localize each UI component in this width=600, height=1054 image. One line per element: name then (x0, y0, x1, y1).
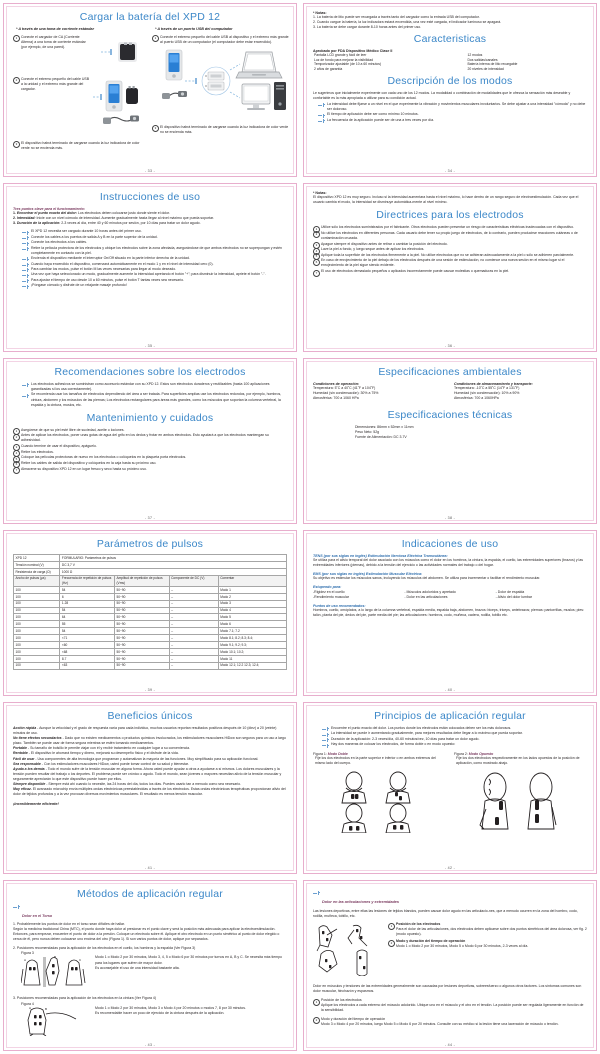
list-item: 3 Cuando termine de usar el dispositivo, apáguelo. (13, 444, 287, 449)
svg-text:A: A (24, 958, 27, 963)
list-item: 6 Retire los cables de salida del dispositivo y colóquelos en la caja hasta su próximo uso. (13, 461, 287, 466)
table-cell: Modo 9.1; 9.2; 9.3; (218, 641, 286, 648)
table-cell: 100 (14, 593, 60, 600)
feature-cell: Temporizador ajustable (de 10 a 60 minutos) (314, 62, 382, 67)
figure-3-neck-shoulder-back (21, 955, 87, 989)
arrow-bullet-icon (13, 905, 20, 909)
list-item: 1 Posición de los electrodos Aplique los electrodos a cada extremo del músculo adolorido. Ubique uno en el músculo y el otro en el tendón. La posición puede ser regulada ligeramente en función de la sensibilidad. (313, 998, 587, 1013)
folio: - 34 - (444, 169, 456, 173)
folio: - 42 - (444, 866, 456, 870)
table-cell: 50~90 (115, 586, 170, 593)
operating-conditions-label: Condiciones de operación: (313, 382, 360, 386)
table-cell: 50~90 (115, 600, 170, 607)
figure-1-text: Fije los dos electrodos en la parte superior e inferior o en ambos extremos del mismo lado del cuerpo. (315, 756, 436, 766)
table-cell: 100 (14, 614, 60, 621)
ems-text: Su objetivo es estimular los músculos sanos, incluyendo los músculos del abdomen. Se utiliza para incrementar o facilitar el rendimiento muscular. (313, 576, 541, 581)
list-item: La frecuencia de la aplicación puede ser de una a tres veces por día. (318, 118, 587, 123)
table-cell: XPD 12 (14, 555, 60, 562)
page-39 (0, 527, 300, 699)
list-item: Para ajustar el tiempo de uso desde 10 a 60 minutos, pulse el botón T tantas veces sea necesario. (22, 278, 287, 283)
page-36 (300, 180, 600, 355)
feature-cell: Pantalla LCD grande y fácil de leer (314, 53, 367, 58)
list-item: - Dolor de espalda (495, 589, 525, 594)
folio: - 39 - (144, 688, 156, 692)
pulse-parameters-table (13, 554, 287, 670)
table-cell: -- (169, 655, 218, 662)
table-row (14, 648, 287, 655)
table-cell: Modo 10.1; 10.2; (218, 648, 286, 655)
table-row (14, 655, 287, 662)
figure-2-caption: Figura 2: Modo Opuesto (454, 752, 494, 757)
table-cell: -- (169, 600, 218, 607)
table-cell: 1.28 (60, 600, 115, 607)
figure-3-label: Figura 3 (21, 951, 34, 956)
double-mode-figure (336, 771, 428, 833)
page-title: Beneficios únicos (107, 710, 193, 722)
table-cell: 100 (14, 635, 60, 642)
list-item: 3 Apague siempre el dispositivo antes de retirar o cambiar la posición del electrodo. (313, 242, 587, 247)
section-label: Dolor en las articulaciones y extremidades (322, 900, 400, 904)
usb-connection-illustration (156, 48, 292, 124)
feature-cell: Luz de fondo para mejorar la visibilidad (314, 57, 373, 62)
benefit-item: Portable - Su tamaño de bolsillo le permite viajar con él y recibir tratamiento en cualquier lugar a su conveniencia. (13, 746, 191, 751)
left-method-heading: * A través de una toma de corriente estándar (16, 27, 95, 31)
step-number-icon: 3 (13, 141, 20, 148)
page-42 (300, 699, 600, 877)
table-cell: 100 (14, 586, 60, 593)
folio: - 36 - (444, 344, 456, 348)
list-item: La intensidad debe fijarse a un nivel en el que experimente la vibración y movimientos musculares involuntarios. Se debe ajustar a una intensidad "cómoda" y no debe ser doloroso. (318, 102, 587, 112)
figure-2-text: Fije los dos electrodos respectivamente en los lados opuestos de la posición de aplicación, como mostrado abajo. (456, 756, 580, 766)
list-item: 5 Aplique toda la superficie de los electrodos firmemente a la piel. No utilice electrodos que no se adhieran adecuadamente a la piel o sólo se adhieren parcialmente. (313, 253, 587, 258)
list-item: ¡Póngase cómodo y disfrute de un relajante masaje profundo! (22, 283, 287, 288)
great-for-column (404, 590, 495, 600)
list-item: Los electrodos adhesivos se suministran como accesorio estándar con su XPD 12. Estos son electrodos duraderos y reutilizables (hasta 100 aplicaciones garantizadas si los usa correctamente). (22, 382, 287, 392)
benefit-item: Fácil de usar - Usa componentes de alta tecnología que programan y automatizan la mayoría de las funciones. Muy simplificado para su aplicación funcional. (13, 756, 259, 761)
table-cell: Modo 6 (218, 621, 286, 628)
table-cell: 50~90 (115, 593, 170, 600)
spec-line: Atmosférica: 700 a 1060 HPa (313, 396, 359, 401)
table-cell: Modo 5 (218, 614, 286, 621)
step-number-icon: 1 (152, 35, 159, 42)
table-cell: <68 (60, 648, 115, 655)
page-title: Principios de aplicación regular (374, 710, 526, 722)
list-item: 1 Conecte el extremo pequeño del cable USB al dispositivo y el extremo más grande al puerto USB de un computador (el computador debe estar encendido). (152, 35, 292, 45)
note-line: 2. Cuando cargue la batería, la luz indicadora estará encendida, una vez esté cargada, el indicador luminoso se apagará. (313, 20, 502, 25)
benefit-item: Rentable - El dispositivo le ahorrará tiempo y dinero, mejorará su desempeño físico y el disfrute de la vida. (13, 751, 179, 756)
list-item: Se recomienda usar los tamaños de electrodos dependiendo del área a ser tratada. Para superficies amplias use los electrodos redondos, por ejemplo, hombros, cintura, abdomen y los músculos de las piernas; Los electrodos rectangulares para áreas más grandes, como los músculos que soportan la columna vertebral, la espalda y la cintura, muslos, etc. (22, 392, 287, 407)
arrow-bullet-icon (313, 891, 320, 895)
table-cell: 100 (14, 621, 60, 628)
section-label: Dolor en el Torso (22, 914, 53, 918)
table-cell: 100 (14, 662, 60, 669)
arrow-bullet-icon (22, 394, 29, 398)
spec-line: Dimensiones: 86mm x 52mm x 11mm (355, 425, 414, 430)
table-cell: 55 (60, 621, 115, 628)
step-number-icon: 1 (13, 35, 20, 42)
table-cell: 100 (14, 641, 60, 648)
arrow-bullet-icon (22, 247, 29, 251)
step-number-icon: 4 (313, 248, 320, 255)
folio: - 40 - (444, 688, 456, 692)
folio: - 41 - (144, 866, 156, 870)
list-item: 4 Lave la piel a fondo, y luego seque antes de aplicar los electrodos. (313, 247, 587, 252)
column-header: Amplitud de repetición de pulsos (Vms) (115, 575, 170, 586)
svg-text:A: A (29, 1005, 32, 1010)
benefit-item: Sea responsable - Con los estimuladores musculares HiDow, usted puede tomar control de su salud y bienestar. (13, 761, 189, 766)
step-number-icon: 2 (388, 940, 395, 947)
table-cell: Modo 1 (218, 586, 286, 593)
page-title: Indicaciones de uso (401, 538, 499, 550)
spec-line: Fuente de Alimentación: DC 3.7V (355, 435, 407, 440)
list-item: Hay dos maneras de colocar los electrodos, de forma doble o en modo opuesto: (322, 742, 587, 747)
table-cell: 54 (60, 628, 115, 635)
benefit-item: Muy eficaz- El avanzado microchip envía múltiples ondas electrónicas preestablecidas a través de los electrodos. Estas ondas electrónicas terapéuticas proporcionan alivio del dolor de tejidos profundos y a la vez provocan diversos movimientos musculares. El resultado es menos tensión muscular. (13, 787, 286, 797)
table-cell: 6 (60, 593, 115, 600)
benefit-item: Ayuda a los demás - Todo el mundo sufre de la tensión muscular en alguna forma. Ahora usted puede ayudar a otros a ayudarse a sí mismos. Los dolores musculares y la tensión pueden resultar del trabajo o los deportes. El problema puede ser crónico o agudo. Todo el mundo, sean jóvenes o mayores necesitan alivio de la tensión muscular y seguramente apreciarán lo que este dispositivo puede hacer por ellos. (13, 766, 282, 781)
page-44 (300, 877, 600, 1054)
step-number-icon: 2 (313, 231, 320, 238)
table-row (14, 628, 287, 635)
benefit-item: No tiene efectos secundarios - Dado que no existen medicamentos o productos químicos involucrados, los estimuladores musculares HiDow son seguros para un uso a largo plazo. También se puede usar de forma segura mientras se estén tomando medicamentos. (13, 736, 286, 746)
list-item: 3 El dispositivo habrá terminado de cargarse cuando la luz indicadora de color verde no se encienda más. (13, 141, 146, 151)
key-point: 1. Encontrar el punto exacto del dolor: Los electrodos deben colocarse justo donde siente el dolor. (13, 211, 171, 215)
tens-text: Se utiliza para el alivio temporal del dolor asociado con los músculos como el dolor en los hombros, la cintura, la espalda, el cuello, las extremidades superiores (brazos) y las extremidades inferiores (piernas), debido a la tensión del ejercicio o las actividades normales del trabajo o del hogar. (313, 558, 584, 568)
arrow-bullet-icon (322, 744, 329, 748)
arrow-bullet-icon (22, 285, 29, 289)
table-cell: Modo 8.1; 8.2; 8.3; 8.4; (218, 635, 286, 642)
table-cell: 50~90 (115, 648, 170, 655)
table-cell: -- (169, 593, 218, 600)
step-number-icon: 3 (13, 444, 20, 451)
step-number-icon: 1 (313, 999, 320, 1006)
list-item: 1 Conecte el cargador de CA (Corriente Alterna) a una toma de corriente estándar (por ejemplo, de una pared). (13, 35, 91, 50)
table-cell: -- (169, 628, 218, 635)
note-line: 1. La batería de litio puede ser recargada a través tanto del cargador como la entrada USB del computador. (313, 15, 480, 19)
folio: - 33 - (144, 169, 156, 173)
list-item: 3 El dispositivo habrá terminado de cargarse cuando la luz indicadora de color verde no se encienda más. (152, 125, 292, 135)
folio: - 35 - (144, 344, 156, 348)
table-cell: 100 (14, 655, 60, 662)
feature-cell: 20 niveles de intensidad (467, 67, 504, 72)
step-number-icon: 3 (313, 242, 320, 249)
figure-4-text: Modo 1 o Modo 2 por 30 minutos, Modo 3 o Modo 4 por 20 minutos o modos 7, 8 por 30 minutos. (95, 1005, 246, 1010)
benefit-item: Acción rápida - Aunque la velocidad y el grado de respuesta varía para cada individuo, muchos usuarios reportan resultados positivos después de 10 (diez) a 20 (veinte) minutos de uso. (13, 726, 277, 736)
column-header: Comentar (218, 575, 286, 586)
column-header: Ancho de pulsos (µs) (14, 575, 60, 586)
list-item: Para cambiar los modos, pulse el botón M las veces necesarias para llegar al modo deseado. (22, 267, 287, 272)
list-item: El tiempo de aplicación debe ser como mínimo 10 minutos. (318, 112, 587, 117)
list-item: 7 El uso de electrodos demasiado pequeños o aplicados incorrectamente puede causar molestias o quemaduras en la piel. (313, 269, 587, 274)
folio: - 43 - (144, 1043, 156, 1047)
paragraph: 3. Posiciones recomendadas para la aplicación de los electrodos en la cintura (Ver Figura 4) (13, 996, 156, 1001)
table-cell: 100 (14, 600, 60, 607)
arrow-bullet-icon (318, 119, 325, 123)
storage-conditions-label: Condiciones de almacenamiento y transporte: (454, 382, 533, 386)
list-item: 5 Coloque las películas protectoras de nuevo en los electrodos o colóquelos en la plaqueta porta electrodos. (13, 455, 287, 460)
list-item: 1 Utilice sólo los electrodos suministrados por el fabricante. Otros electrodos pueden presentar un riesgo de características eléctricas inadecuadas con el dispositivo. (313, 225, 587, 230)
page-37 (0, 355, 300, 527)
table-cell: Resistencia de carga (Ω) (14, 568, 60, 575)
page-title: Cargar la batería del XPD 12 (79, 11, 221, 23)
table-row (14, 586, 287, 593)
page-33 (0, 0, 300, 180)
great-for-label: Estupendo para: (313, 585, 342, 590)
table-cell: 100 (14, 628, 60, 635)
page-38 (300, 355, 600, 527)
table-cell: Modo 3 (218, 600, 286, 607)
page-40 (300, 527, 600, 699)
table-cell: Modo 7.1; 7.2 (218, 628, 286, 635)
figure-1-caption: Figura 1: Modo Doble (313, 752, 348, 757)
table-cell: 54 (60, 586, 115, 593)
middle-text: Dolor en músculos y tendones de las extremidades generalmente son causadas por lesiones deportivas, sobreesfuerzo o algunos otros factores. Los síntomas comunes son dolor muscular, hinchazón y espasmos. (313, 984, 582, 994)
table-row (14, 662, 287, 669)
table-cell: Modo 11 (218, 655, 286, 662)
device-and-cable-illustration (93, 79, 145, 131)
tens-label: TENS (por sus siglas en inglés) Estimulación Nerviosa Eléctrica Transcutánea: (313, 554, 448, 558)
table-cell: -- (169, 586, 218, 593)
page-34 (300, 0, 600, 180)
table-row (14, 600, 287, 607)
spec-line: Temperatura: 5˚C a 40˚C (41˚F a 104˚F) (313, 386, 376, 390)
list-item: 1 Asegúrese de que su piel esté libre de suciedad, aceite o lociones. (13, 428, 287, 433)
column-header: Frecuencia de repetición de pulsos (Hz) (60, 575, 115, 586)
list-item: 6 En caso de enrojecimiento de la piel debajo de los electrodos después de una sesión de estimulación, no comience una nueva sesión en el mismo lugar si el enrojecimiento de la piel sigue siendo evidente. (313, 258, 587, 268)
list-item: 2 Conecte el extremo pequeño del cable USB a la unidad y el extremo más grande del cargador. (13, 77, 91, 92)
svg-text:B: B (45, 1006, 48, 1011)
page-title: Especificaciones ambientales (378, 366, 522, 378)
step-number-icon: 6 (313, 259, 320, 266)
intro-text: Las lesiones deportivas, entre ellas las lesiones de tejidos blandos, pueden causar dolor agudo en las articulacio-nes, que a menudo ocurren en la zona del hombro, codo, rodilla, muñeca, tobillo, etc. (313, 909, 578, 919)
table-cell: <63 (60, 662, 115, 669)
spec-line: Atmosférica: 700 a 1060HPa (454, 396, 499, 401)
paragraph: 2. Posiciones recomendadas para la aplicación de los electrodos en el cuello, los hombros y la espalda (Ver Figura 3) (13, 946, 196, 951)
table-cell: <71 (60, 635, 115, 642)
table-row (14, 607, 287, 614)
list-item: Retire la película protectora de los electrodos y ubique los electrodos sobre la zona afectada, asegurándose de que ambos electrodos no se superpongan y estén completamente en contacto con la piel. (22, 246, 287, 256)
key-point: 2. Intensidad: Inicie con un nivel cómodo de intensidad. Aumente gradualmente hasta llegar al nivel máximo que pueda soportar. (13, 216, 214, 221)
table-cell: Modo 4 (218, 607, 286, 614)
table-cell: 8.7 (60, 655, 115, 662)
great-for-column (496, 590, 587, 600)
table-cell: Modo 12.1; 12.2 12.3; 12.4; (218, 662, 286, 669)
table-cell: FORMULARIO: Parámetros de pulsos (60, 555, 287, 562)
table-row (14, 555, 287, 562)
list-item: -Rigidez en el cuello (313, 589, 345, 594)
page-title: Métodos de aplicación regular (77, 888, 223, 900)
step-number-icon: 3 (152, 125, 159, 132)
table-cell: <60 (60, 641, 115, 648)
list-item: - Dolor en las articulaciones (404, 594, 448, 599)
table-cell: DC 3,7 V (60, 561, 287, 568)
page-title: Instrucciones de uso (99, 191, 201, 203)
closing-line: ¡Increíblemente eficiente! (13, 802, 59, 807)
table-row (14, 568, 287, 575)
feature-cell: 2 años de garantía (314, 67, 343, 72)
joint-injury-figures (313, 922, 385, 976)
list-item: Conecte los electrodos a los cables. (22, 240, 287, 245)
arrow-bullet-icon (318, 103, 325, 107)
maintenance-title: Mantenimiento y cuidados (86, 411, 214, 424)
page-43 (0, 877, 300, 1054)
table-row (14, 561, 287, 568)
features-title: Caracteristicas (413, 33, 487, 46)
table-cell: 50~90 (115, 621, 170, 628)
page-title: Directrices para los electrodos (376, 209, 524, 222)
list-item: 4 Retire los electrodos. (13, 450, 287, 455)
step-number-icon: 5 (313, 253, 320, 260)
folio: - 37 - (144, 516, 156, 520)
spec-line: Humedad (sin condensación): 30% a 75% (313, 391, 379, 396)
modes-intro: Le sugerimos que inicialmente experimente con cada uno de los 12 modos. La modalidad o combinación de modalidades que le ofrezca la sensación más deseable y confortable es la más apropiada a utilizar para su condición actual. (313, 90, 571, 100)
table-cell: 50~90 (115, 641, 170, 648)
note-line: 3. La batería se debe cargar durante 8-10 horas antes del primer uso. (313, 25, 422, 30)
step-number-icon: 2 (313, 1017, 320, 1024)
figure-3-text: Modo 1 o Modo 2 por 30 minutos, Modo 3, 4, 5 o Modo 6 por 30 minutos por turnos en A, B y C. Se necesita más tiempo para los lugares que sufren de mayor dolor. (95, 955, 282, 965)
feature-cell: Dos salidas/canales (467, 57, 498, 62)
page-35 (0, 180, 300, 355)
step-number-icon: 2 (13, 77, 20, 84)
list-item: Encienda el dispositivo mediante el interruptor On/Off situado en la parte inferior derecha de la unidad. (22, 256, 287, 261)
step-number-icon: 6 (13, 461, 20, 468)
svg-text:C: C (79, 958, 82, 963)
spec-line: Humedad (sin condensación): 10% a 90% (454, 391, 520, 396)
step-number-icon: 7 (13, 467, 20, 474)
page-title: Recomendaciones sobre los electrodos (54, 366, 246, 378)
step-number-icon: 7 (313, 270, 320, 277)
table-row (14, 621, 287, 628)
list-item: Duración de la aplicación: 2-3 veces/día, 40-60 minutos/vez, 10 días para tratar un dolor agudo. (322, 737, 587, 742)
step-number-icon: 1 (313, 226, 320, 233)
list-item: - Alivio del dolor lumbar (495, 594, 533, 599)
table-row (14, 641, 287, 648)
table-cell: 50~90 (115, 635, 170, 642)
list-item: Una vez que haya seleccionado un modo, gradualmente aumente la intensidad apretando el botón "+"; para disminuir la intensidad, apriete el botón "-". (22, 272, 287, 277)
table-cell: 50~90 (115, 655, 170, 662)
opposite-mode-figure (473, 771, 565, 833)
step-number-icon: 2 (13, 434, 20, 441)
benefit-item: Siempre disponible - Siempre está ahí cuando lo necesite, las 24 horas del día, todos los días. Puedes usarlo tan a menudo como sea necesario. (13, 782, 242, 787)
table-row (14, 614, 287, 621)
list-item: 7 Almacene su dispositivo XPD 12 en un lugar fresco y seco hasta su próximo uso. (13, 467, 287, 472)
step-number-icon: 1 (388, 923, 395, 930)
spec-line: Temperatura: -10˚C a 55˚C (14˚F a 131˚F) (454, 386, 520, 390)
table-cell: Tensión nominal (V) (14, 561, 60, 568)
table-cell: 50~90 (115, 607, 170, 614)
table-cell: -- (169, 648, 218, 655)
notes-label: * Notas: (313, 191, 327, 195)
feature-cell: 12 modos (467, 53, 483, 58)
paragraph: 1. Probablemente los puntos de dolor en el torso sean difíciles de hallar. (13, 922, 125, 926)
table-cell: -- (169, 662, 218, 669)
great-for-column (313, 590, 404, 600)
recommended-points-label: Puntos de uso recomendados: (313, 603, 366, 608)
arrow-bullet-icon (22, 383, 29, 387)
list-item: Conecte los cables a los puertos de salida A y B en la parte superior de la unidad. (22, 235, 287, 240)
list-item: Cuando haya encendido el dispositivo, comenzará automáticamente en el modo 1 y en el nivel de intensidad cero (0). (22, 262, 287, 267)
features-table (313, 53, 587, 71)
table-cell: 100 (14, 648, 60, 655)
table-cell: Modo 2 (218, 593, 286, 600)
table-row (14, 635, 287, 642)
feature-cell: Batería interna de litio recargable (467, 62, 518, 67)
figure-4-label: Figura 4 (21, 1001, 34, 1006)
step-number-icon: 1 (13, 428, 20, 435)
wall-charger-illustration (101, 39, 145, 65)
list-item: 1 Posición de los electrodos Para el dolor de las articulaciones, dos electrodos deben aplicarse sobre dos puntos simétricos del área dolorosa, ver fig. 2 (modo opuesto). (388, 922, 587, 937)
list-item: - Músculos adoloridos y apretado (404, 589, 456, 594)
folio: - 38 - (444, 516, 456, 520)
note-text: El dispositivo XPD 12 es muy seguro. Incluso si la intensidad aumentara hasta el nivel máximo, lo hace dentro de un rango seguro de electroestimulación. Cada vez que el usuario cambia el modo, la intensidad se disminuye automática-mente al nivel mínimo. (313, 195, 579, 205)
list-item: La intensidad se puede ir aumentando gradualmente, para mejores resultados debe llegar a lo máximo que pueda soportar. (322, 731, 587, 736)
folio: - 44 - (444, 1043, 456, 1047)
ems-label: EMS (por sus siglas en inglés) Estimulación Muscular Eléctrica: (313, 572, 423, 577)
table-cell: -- (169, 614, 218, 621)
page-41 (0, 699, 300, 877)
table-cell: -- (169, 635, 218, 642)
notes-label: * Notas: (313, 11, 327, 15)
step-number-icon: 5 (13, 456, 20, 463)
table-cell: 54 (60, 607, 115, 614)
table-row (14, 593, 287, 600)
page-title: Parámetros de pulsos (96, 538, 204, 550)
table-header-row (14, 575, 287, 586)
list-item: 2 Modo y duración del tiempo de operación Modo 3 o Modo 4 por 20 minutos, luego Modo 5 o Modo 6 por 20 minutos. Consulte con su médico si la lesión tiene una laceración de músculo o tendón. (313, 1017, 587, 1027)
figure-3-text: Es aconsejable el uso de una intensidad bastante alta. (95, 965, 180, 970)
list-item: 2 Modo y duración del tiempo de operación Modo 1 o Modo 2 por 30 minutos, Modo 5 o Modo 6 por 30 minutos, 2-3 veces al día. (388, 939, 587, 949)
key-points-label: Tres puntos clave para el funcionamiento: (13, 207, 86, 211)
paragraph: Según la medicina tradicional China (MTC), el punto donde haya dolor al presionar es el punto clave y será la posición más adecuada para aplicar la electroestimulación. Entonces, para empezar, encuentre el punto de dolor a la presión. Coloque un electrodo sobre él. Aplique el otro electrodo en un punto simétrico al punto de dolor elegido o cerca de él, pero nunca deben colocarse uno encima del otro (Figura 1). Si son varios puntos de dolor, aplique por separados. (13, 927, 280, 942)
table-cell: -- (169, 621, 218, 628)
modes-title: Descripción de los modos (387, 74, 513, 87)
step-number-icon: 4 (13, 450, 20, 457)
figure-4-waist (21, 1006, 87, 1036)
right-method-heading: * A través de un puerto USB del computador (155, 27, 233, 31)
table-cell: 50~90 (115, 614, 170, 621)
key-point: 3. Duración de la aplicación: 2-3 veces al día, entre 40 y 60 minutos por sesión, por 10 días para tratar un dolor agudo. (13, 221, 201, 226)
figure-4-text: Es recomendable hacer un poco de ejercicio de la cintura después de la aplicación. (95, 1010, 225, 1015)
fda-line: Aprobado por FDA Dispositivo Médico Clase II (313, 49, 393, 54)
table-cell: 1000 Ω (60, 568, 287, 575)
list-item: El XPD 12 necesita ser cargado durante 10 horas antes del primer uso. (22, 229, 287, 234)
table-cell: 100 (14, 607, 60, 614)
list-item: -Rendimiento muscular (313, 594, 349, 599)
table-cell: -- (169, 607, 218, 614)
recommended-points-text: Hombros, cuello, omóplatos, a lo largo de la columna vertebral, espalda media, espalda baja, abdomen, brazos: biceps, triceps, antebrazos; piernas: pantorrillas, muslos; pies: talón, planta del pie, dedos del pie, parte media del pie; las articulaciones: hombros, codo, muñeca, cadera, rodilla, tobillo etc. (313, 607, 585, 618)
table-cell: 50~90 (115, 662, 170, 669)
table-cell: -- (169, 641, 218, 648)
technical-specs-title: Especificaciones técnicas (387, 409, 513, 422)
column-header: Componente de DC (V) (169, 575, 218, 586)
svg-text:B: B (54, 955, 57, 960)
table-cell: 50~90 (115, 628, 170, 635)
list-item: 2 No utilice los electrodos en diferentes personas. Cada usuario debe tener su propio juego de electrodos, de lo contrario, pueden producirse reacciones cutáneas o de contaminación cruzada. (313, 231, 587, 241)
list-item: Encuentre el punto exacto del dolor. Los puntos donde los electrodos están colocados deben ser los más dolorosos. (322, 726, 587, 731)
list-item: 2 Antes de aplicar los electrodos, poner unas gotas de agua del grifo en los dedos y frotar en ambos electrodos. Esto ayudará a que los electrodos mantengan su adhesividad. (13, 433, 287, 443)
table-cell: 64 (60, 614, 115, 621)
spec-line: Peso Neto: 52g (355, 430, 380, 435)
